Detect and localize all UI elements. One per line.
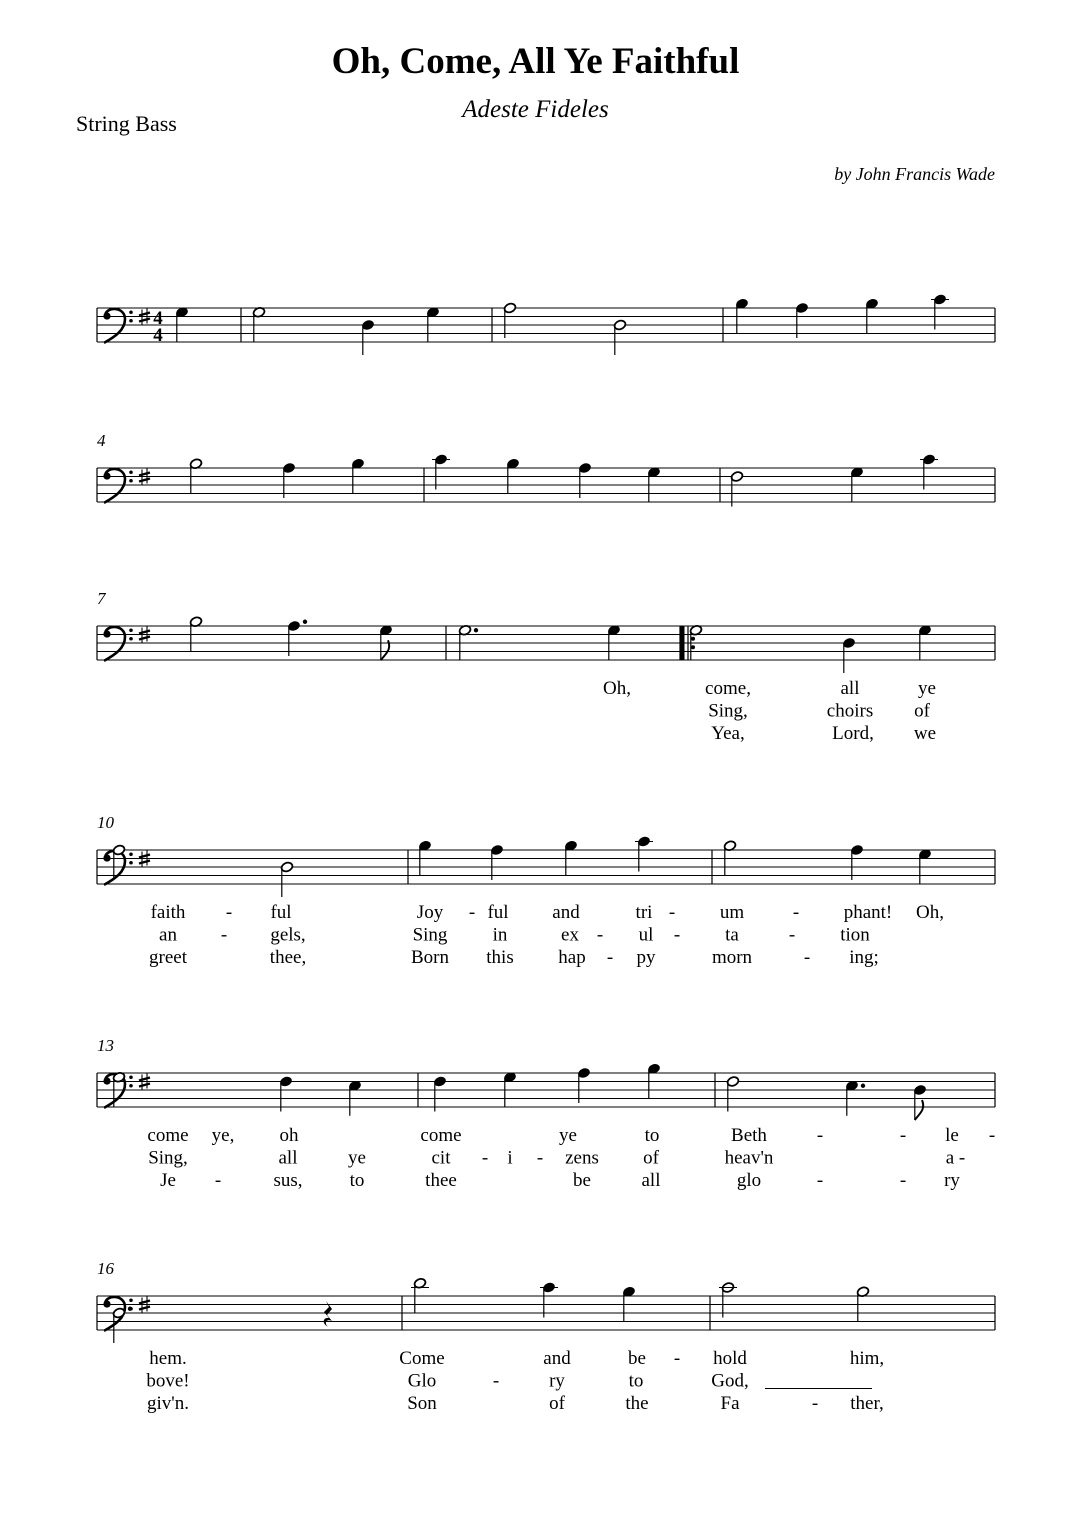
score-title: Oh, Come, All Ye Faithful [331, 41, 740, 82]
lyric-syllable: - [596, 924, 604, 946]
key-sharp [139, 473, 150, 476]
time-signature-top: 4 [153, 308, 163, 329]
key-sharp [139, 319, 150, 322]
key-sharp [139, 313, 150, 316]
lyric-syllable: tion [840, 924, 870, 946]
lyric-syllable: um [719, 902, 745, 923]
lyric-syllable: - [899, 1125, 907, 1146]
bass-clef-dot [129, 319, 133, 323]
bass-clef-dot [103, 630, 110, 637]
lyric-syllable: ther, [850, 1393, 884, 1414]
dot [861, 1084, 865, 1088]
lyric-syllable: ful [487, 902, 509, 923]
repeat-dot [691, 637, 695, 641]
lyric-syllable: in [492, 924, 508, 946]
lyric-syllable: - [606, 947, 614, 968]
lyric-syllable: - [788, 924, 796, 946]
lyric-syllable: - [673, 924, 681, 946]
time-signature-bottom: 4 [153, 325, 163, 346]
bass-clef-dot [129, 470, 133, 474]
bass-clef-dot [129, 637, 133, 641]
note-flag [915, 1100, 923, 1120]
lyric-syllable: - [220, 924, 228, 946]
bass-clef-dot [129, 1084, 133, 1088]
lyric-syllable: the [625, 1393, 649, 1414]
lyric-syllable: God, [711, 1370, 749, 1392]
lyric-syllable: py [636, 947, 656, 968]
lyric-syllable: thee, [269, 947, 307, 968]
lyric-syllable: greet [149, 947, 187, 968]
lyric-syllable: all [840, 678, 860, 699]
key-sharp [139, 1078, 150, 1081]
lyric-syllable: hem. [149, 1348, 187, 1369]
bass-clef-dot [103, 1077, 110, 1084]
dot [303, 620, 307, 624]
lyric-syllable: - [816, 1170, 824, 1191]
lyric-syllable: all [278, 1147, 298, 1169]
measure-number: 10 [97, 813, 114, 832]
measure-number: 7 [97, 589, 106, 608]
lyric-syllable: ful [270, 902, 292, 923]
lyric-syllable: - [958, 1147, 966, 1169]
lyric-syllable: come, [705, 678, 751, 699]
key-sharp [139, 855, 150, 858]
lyric-syllable: phant! [843, 902, 893, 923]
lyric-syllable: this [486, 947, 514, 968]
bass-clef-dot [103, 854, 110, 861]
key-sharp [139, 631, 150, 634]
lyric-syllable: - [792, 902, 800, 923]
lyric-syllable: and [552, 902, 580, 923]
lyric-syllable: - [468, 902, 476, 923]
score-subtitle: Adeste Fideles [462, 96, 609, 123]
lyric-syllable: Joy [416, 902, 444, 923]
key-sharp [139, 1084, 150, 1087]
lyric-syllable: ul [638, 924, 654, 946]
bass-clef-dot [129, 861, 133, 865]
lyric-syllable: an [159, 924, 177, 946]
repeat-dot [691, 645, 695, 649]
lyric-syllable: to [349, 1170, 365, 1191]
lyric-syllable: Oh, [916, 902, 944, 923]
bass-clef-dot [103, 1300, 110, 1307]
measure-number: 16 [97, 1259, 114, 1278]
lyric-syllable: Je [160, 1170, 176, 1191]
lyric-syllable: oh [279, 1125, 299, 1146]
lyric-syllable: ex [561, 924, 579, 946]
lyric-syllable: of [549, 1393, 565, 1414]
dot [474, 628, 478, 632]
lyric-syllable: - [225, 902, 233, 923]
lyric-syllable: come [420, 1125, 462, 1146]
lyric-syllable: morn [711, 947, 753, 968]
lyric-syllable: choirs [826, 700, 874, 722]
lyric-syllable: sus, [273, 1170, 303, 1191]
key-sharp [139, 479, 150, 482]
lyric-syllable: - [481, 1147, 489, 1169]
lyric-syllable: giv'n. [147, 1393, 189, 1414]
lyric-syllable: to [644, 1125, 660, 1146]
lyric-syllable: Beth [731, 1125, 767, 1146]
lyric-syllable: Born [411, 947, 449, 968]
bass-clef-dot [129, 1075, 133, 1079]
key-sharp [139, 861, 150, 864]
lyric-syllable: - [899, 1170, 907, 1191]
measure-number: 4 [97, 431, 106, 450]
lyric-syllable: Lord, [832, 723, 874, 744]
lyric-syllable: i [507, 1147, 513, 1169]
lyric-syllable: come [147, 1125, 189, 1146]
lyric-syllable: Yea, [711, 723, 745, 744]
lyric-syllable: heav'n [724, 1147, 774, 1169]
bass-clef-dot [129, 1298, 133, 1302]
lyric-syllable: - [816, 1125, 824, 1146]
key-sharp [139, 637, 150, 640]
bass-clef-dot [129, 310, 133, 314]
lyric-syllable: - [988, 1125, 996, 1146]
lyric-syllable: ry [944, 1170, 960, 1191]
lyric-syllable: ing; [849, 947, 879, 968]
lyric-syllable: a [945, 1147, 955, 1169]
lyric-syllable: ye, [211, 1125, 235, 1146]
lyric-syllable: - [668, 902, 676, 923]
lyric-syllable: of [914, 700, 930, 722]
lyric-syllable: gels, [270, 924, 306, 946]
lyric-syllable: be [573, 1170, 591, 1191]
bass-clef-dot [129, 479, 133, 483]
lyric-syllable: Come [399, 1348, 445, 1369]
lyric-syllable: faith [150, 902, 186, 923]
lyric-syllable: Oh, [603, 678, 631, 699]
lyric-syllable: hold [713, 1348, 747, 1369]
lyric-syllable: Sing [412, 924, 448, 946]
lyric-syllable: bove! [146, 1370, 190, 1392]
lyric-syllable: ta [725, 924, 739, 946]
lyric-syllable: ye [348, 1147, 366, 1169]
lyric-syllable: all [641, 1170, 661, 1191]
lyric-syllable: Sing, [148, 1147, 188, 1169]
lyric-syllable: be [628, 1348, 646, 1369]
lyric-syllable: hap [558, 947, 586, 968]
key-sharp [139, 1307, 150, 1310]
lyric-syllable: - [536, 1147, 544, 1169]
instrument-name: String Bass [76, 111, 177, 136]
measure-number: 13 [97, 1036, 114, 1055]
lyric-syllable: le [945, 1125, 959, 1146]
key-sharp [139, 1301, 150, 1304]
lyric-syllable: - [673, 1348, 681, 1369]
lyric-syllable: Fa [720, 1393, 740, 1414]
lyric-syllable: - [811, 1393, 819, 1414]
dot [128, 1307, 132, 1311]
lyric-syllable: ry [549, 1370, 565, 1392]
lyric-syllable: thee [425, 1170, 457, 1191]
composer-credit: by John Francis Wade [834, 164, 995, 184]
lyric-syllable: and [543, 1348, 571, 1369]
lyric-syllable: him, [849, 1348, 885, 1369]
lyric-syllable: - [803, 947, 811, 968]
lyric-syllable: cit [431, 1147, 451, 1169]
lyric-syllable: Sing, [708, 700, 748, 722]
lyric-syllable: we [913, 723, 937, 744]
lyric-syllable: tri [635, 902, 653, 923]
lyric-syllable: ye [559, 1125, 577, 1146]
lyric-syllable: - [492, 1370, 500, 1392]
lyric-syllable: - [214, 1170, 222, 1191]
repeat-thick-bar [680, 626, 685, 660]
bass-clef-dot [129, 852, 133, 856]
lyric-syllable: zens [565, 1147, 599, 1169]
bass-clef-dot [103, 312, 110, 319]
lyric-syllable: to [628, 1370, 644, 1392]
lyric-syllable: Glo [407, 1370, 437, 1392]
lyric-syllable: glo [736, 1170, 762, 1191]
lyric-syllable: of [643, 1147, 659, 1169]
bass-clef-dot [103, 472, 110, 479]
lyric-syllable: Son [407, 1393, 437, 1414]
bass-clef-dot [129, 628, 133, 632]
lyric-syllable: ye [918, 678, 936, 699]
